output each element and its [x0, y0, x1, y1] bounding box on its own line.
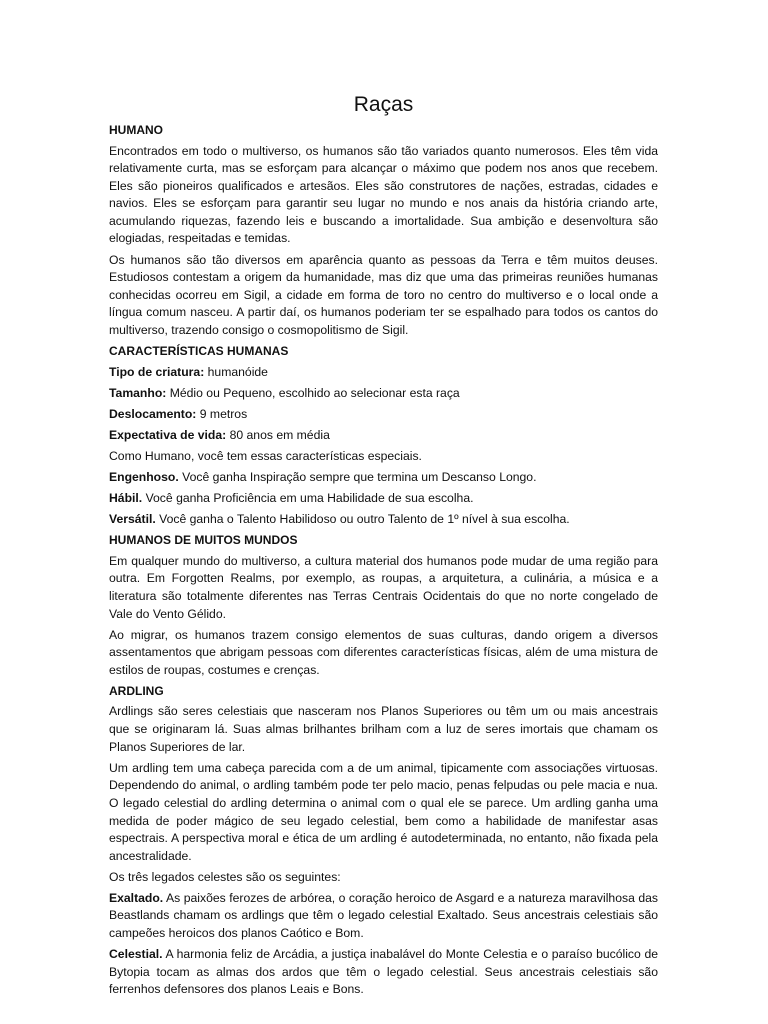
trait-versatil-label: Versátil. — [109, 512, 156, 527]
muitos-mundos-paragraph-1: Em qualquer mundo do multiverso, a cultura material dos humanos pode mudar de uma região para outra. Em Forgotten Realms, por exemplo, as roupas, a arquitetura, a culinária, a música e a literatura são totalmente diferentes nas Terras Centrais Ocidentais do que no norte congelado de Vale do Vento Gélido. — [109, 553, 658, 621]
trait-tamanho — [109, 385, 658, 403]
legado-celestial — [109, 946, 658, 999]
section-heading-caracteristicas: CARACTERÍSTICAS HUMANAS — [109, 344, 289, 359]
ardling-paragraph-1: Ardlings são seres celestiais que nasceram nos Planos Superiores ou têm um ou mais ancestrais que se originaram lá. Suas almas brilhantes brilham com a luz de seres imortais que chamam os Planos Superiores de lar. — [109, 704, 658, 754]
legado-celestial-value: A harmonia feliz de Arcádia, a justiça inabalável do Monte Celestia e o paraíso bucólico de Bytopia tocam as almas dos ardos que têm o legado celestial. Seus ancestrais celestiais são ferrenhos defensores dos planos Leais e Bons. — [109, 947, 658, 997]
trait-deslocamento — [109, 406, 658, 424]
trait-engenhoso-label: Engenhoso. — [109, 470, 179, 484]
legado-exaltado — [109, 890, 658, 943]
legado-celestial-label: Celestial. — [109, 947, 163, 962]
trait-deslocamento-value: 9 metros — [196, 406, 248, 421]
trait-habil-label: Hábil. — [109, 491, 143, 506]
trait-tamanho-value: Médio ou Pequeno, escolhido ao selecionar esta raça — [166, 385, 460, 400]
traits-intro: Como Humano, você tem essas características especiais. — [109, 448, 422, 463]
trait-expectativa-value: 80 anos em média — [226, 427, 330, 442]
section-heading-muitos-mundos: HUMANOS DE MUITOS MUNDOS — [109, 533, 298, 548]
legado-exaltado-label: Exaltado. — [109, 890, 164, 905]
muitos-mundos-paragraph-2: Ao migrar, os humanos trazem consigo elementos de suas culturas, dando origem a diversos assentamentos que abrigam pessoas com diferentes características físicas, além de uma mistura de estilos de roupas, costumes e crenças. — [109, 627, 658, 677]
trait-versatil — [109, 511, 658, 529]
trait-expectativa-label: Expectativa de vida: — [109, 427, 227, 442]
section-heading-ardling: ARDLING — [109, 683, 164, 698]
trait-habil-value: Você ganha Proficiência em uma Habilidade de sua escolha. — [142, 491, 474, 506]
trait-engenhoso — [109, 469, 658, 487]
trait-deslocamento-label: Deslocamento: — [109, 406, 197, 421]
trait-tipo — [109, 364, 658, 382]
humano-paragraph-2: Os humanos são tão diversos em aparência quanto as pessoas da Terra e têm muitos deuses. Estudiosos contestam a origem da humanidade, mas diz que uma das primeiras reuniões humanas conhecidas ocorreu em Sigil, a cidade em forma de toro no centro do multiverso e o local onde a língua comum nasceu. A partir daí, os humanos poderiam ter se espalhado para todos os cantos do multiverso, trazendo consigo o cosmopolitismo de Sigil. — [109, 252, 658, 337]
trait-expectativa — [109, 427, 658, 445]
trait-tipo-value: humanóide — [204, 364, 268, 379]
humano-paragraph-1: Encontrados em todo o multiverso, os humanos são tão variados quanto numerosos. Eles têm vida relativamente curta, mas se esforçam para alcançar o máximo que podem nos anos que recebem. Eles são pioneiros qualificados e artesãos. Eles são construtores de nações, estradas, cidades e navios. Eles se esforçam para garantir seu lugar no mundo e nos anais da história criando arte, acumulando riquezas, fazendo leis e buscando a imortalidade. Sua ambição e desenvoltura são elogiadas, respeitadas e temidas. — [109, 143, 658, 246]
page-title: Raças — [353, 93, 414, 116]
trait-tipo-label: Tipo de criatura: — [109, 364, 205, 379]
trait-habil — [109, 490, 658, 508]
legado-exaltado-value: As paixões ferozes de arbórea, o coração heroico de Asgard e a natureza maravilhosa das Beastlands chamam os ardlings que têm o legado celestial Exaltado. Seus ancestrais celestiais são campeões heroicos dos planos Caótico e Bom. — [109, 890, 658, 941]
trait-tamanho-label: Tamanho: — [109, 385, 167, 400]
document-page — [109, 90, 658, 1002]
section-heading-humano: HUMANO — [109, 123, 163, 137]
ardling-paragraph-3: Os três legados celestes são os seguintes: — [109, 869, 341, 884]
trait-engenhoso-value: Você ganha Inspiração sempre que termina um Descanso Longo. — [178, 470, 537, 484]
trait-versatil-value: Você ganha o Talento Habilidoso ou outro Talento de 1º nível à sua escolha. — [155, 512, 570, 527]
ardling-paragraph-2: Um ardling tem uma cabeça parecida com a de um animal, tipicamente com associações virtuosas. Dependendo do animal, o ardling também pode ter pelo macio, penas felpudas ou pele macia e nua. O legado celestial do ardling determina o animal com o qual ele se parece. Um ardling ganha uma medida de poder mágico de seu legado celestial, bem como a habilidade de manifestar asas espectrais. A perspectiva moral e ética de um ardling é autodeterminada, no entanto, não fixada pela ancestralidade. — [109, 760, 658, 863]
